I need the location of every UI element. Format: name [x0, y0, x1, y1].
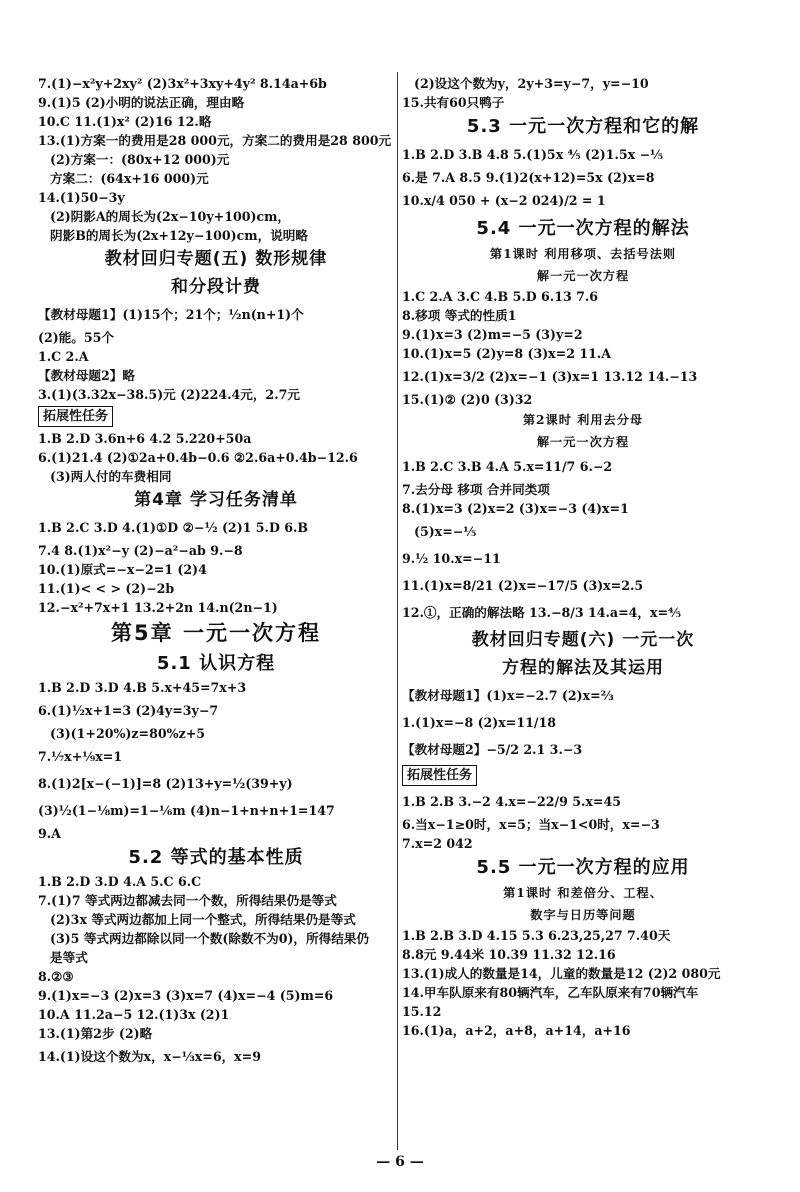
answer-line: 14.(1)设这个数为x，x−⅓x=6，x=9: [38, 1049, 261, 1064]
answer-line: 10.C 11.(1)x² (2)16 12.略: [38, 114, 212, 129]
answer-line: 9.½ 10.x=−11: [402, 551, 501, 566]
answer-line: 15.共有60只鸭子: [402, 95, 505, 110]
answer-line: 12.−x²+7x+1 13.2+2n 14.n(2n−1): [38, 600, 278, 615]
section-heading: 5.1 认识方程: [156, 653, 276, 674]
section-heading: 5.2 等式的基本性质: [128, 847, 304, 868]
left-column: [38, 74, 394, 1070]
right-column: [402, 74, 764, 1040]
answer-line: 是等式: [50, 950, 88, 965]
answer-line: 12.①，正确的解法略 13.−8/3 14.a=4，x=⅘: [402, 605, 682, 620]
answer-line: 9.A: [38, 826, 61, 841]
answer-line: 1.C 2.A 3.C 4.B 5.D 6.13 7.6: [402, 289, 599, 304]
lesson-subheading: 第2课时 利用去分母: [522, 413, 644, 427]
answer-line: (2)阴影A的周长为(2x−10y+100)cm，: [50, 209, 291, 224]
section-label-wrap: [402, 763, 764, 788]
answer-line: 16.(1)a，a+2，a+8，a+14，a+16: [402, 1023, 631, 1038]
answer-line: 1.(1)x=−8 (2)x=11/18: [402, 715, 556, 730]
answer-line: (3)(1+20%)z=80%z+5: [50, 726, 206, 741]
answer-line: 6.(1)21.4 (2)①2a+0.4b−0.6 ②2.6a+0.4b−12.6: [38, 450, 358, 465]
answer-line: (5)x=−⅕: [414, 524, 477, 539]
section-heading: 和分段计费: [171, 277, 261, 297]
answer-line: 1.B 2.D 3.D 4.A 5.C 6.C: [38, 874, 202, 889]
answer-line: (3)½(1−⅛m)=1−⅙m (4)n−1+n+n+1=147: [38, 803, 335, 818]
section-heading: 教材回归专题(六) 一元一次: [471, 630, 695, 650]
answer-line: 7.(1)7 等式两边都减去同一个数，所得结果仍是等式: [38, 893, 337, 908]
answer-line: 6.是 7.A 8.5 9.(1)2(x+12)=5x (2)x=8: [402, 170, 655, 185]
answer-line: 3.(1)(3.32x−38.5)元 (2)224.4元，2.7元: [38, 387, 300, 402]
answer-line: 6.当x−1≥0时，x=5；当x−1<0时，x=−3: [402, 817, 660, 832]
answer-line: 8.(1)2[x−(−1)]=8 (2)13+y=½(39+y): [38, 776, 293, 791]
section-heading: 第5章 一元一次方程: [111, 621, 321, 645]
answer-line: 15.(1)② (2)0 (3)32: [402, 392, 533, 407]
answer-line: 【教材母题2】−5/2 2.1 3.−3: [402, 742, 583, 757]
answer-line: 11.(1)x=8/21 (2)x=−17/5 (3)x=2.5: [402, 578, 644, 593]
answer-line: 1.B 2.D 3.B 4.8 5.(1)5x ⅘ (2)1.5x −⅕: [402, 147, 664, 162]
section-heading: 5.4 一元一次方程的解法: [476, 218, 690, 239]
answer-line: 15.12: [402, 1004, 442, 1019]
answer-line: 1.C 2.A: [38, 349, 89, 364]
answer-line: 10.(1)原式=−x−2=1 (2)4: [38, 562, 207, 577]
answer-line: 1.B 2.C 3.B 4.A 5.x=11/7 6.−2: [402, 459, 613, 474]
answer-line: 方案二：(64x+16 000)元: [50, 171, 209, 186]
answer-line: 8.②③: [38, 969, 74, 984]
lesson-subheading: 数字与日历等问题: [530, 908, 636, 922]
answer-line: (3)两人付的车费相同: [50, 469, 172, 484]
answer-line: 6.(1)½x+1=3 (2)4y=3y−7: [38, 703, 219, 718]
lesson-subheading: 解一元一次方程: [536, 435, 630, 449]
answer-line: (2)方案一：(80x+12 000)元: [50, 152, 230, 167]
answer-line: 10.x/4 050 + (x−2 024)/2 = 1: [402, 193, 606, 208]
answer-line: (2)设这个数为y，2y+3=y−7，y=−10: [414, 76, 649, 91]
column-divider: [397, 72, 398, 1150]
answer-line: 13.(1)第2步 (2)略: [38, 1026, 153, 1041]
lesson-subheading: 第1课时 利用移项、去括号法则: [489, 247, 677, 261]
answer-line: 9.(1)x=−3 (2)x=3 (3)x=7 (4)x=−4 (5)m=6: [38, 988, 334, 1003]
section-heading: 5.5 一元一次方程的应用: [476, 857, 690, 878]
answer-line: 1.B 2.C 3.D 4.(1)①D ②−½ (2)1 5.D 6.B: [38, 520, 309, 535]
answer-line: 1.B 2.B 3.D 4.15 5.3 6.23,25,27 7.40天: [402, 928, 671, 943]
answer-line: 13.(1)方案一的费用是28 000元，方案二的费用是28 800元: [38, 133, 392, 148]
answer-line: 1.B 2.D 3.6n+6 4.2 5.220+50a: [38, 431, 252, 446]
section-heading: 教材回归专题(五) 数形规律: [104, 249, 328, 269]
section-label-box: 拓展性任务: [402, 765, 477, 786]
section-heading: 5.3 一元一次方程和它的解: [466, 116, 700, 137]
answer-line: (2)3x 等式两边都加上同一个整式，所得结果仍是等式: [50, 912, 356, 927]
section-label-wrap: [38, 404, 394, 429]
lesson-subheading: 第1课时 和差倍分、工程、: [503, 886, 663, 900]
answer-line: 1.B 2.B 3.−2 4.x=−22/9 5.x=45: [402, 794, 621, 809]
answer-line: 10.A 11.2a−5 12.(1)3x (2)1: [38, 1007, 230, 1022]
answer-line: 阴影B的周长为(2x+12y−100)cm，说明略: [50, 228, 308, 243]
answer-line: 7.(1)−x²y+2xy² (2)3x²+3xy+4y² 8.14a+6b: [38, 76, 327, 91]
answer-line: 12.(1)x=3/2 (2)x=−1 (3)x=1 13.12 14.−13: [402, 369, 698, 384]
page-number: — 6 —: [376, 1154, 424, 1170]
answer-line: 7.去分母 移项 合并同类项: [402, 482, 550, 497]
answer-line: 7.4 8.(1)x²−y (2)−a²−ab 9.−8: [38, 543, 243, 558]
answer-line: 13.(1)成人的数量是14，儿童的数量是12 (2)2 080元: [402, 966, 721, 981]
answer-line: (3)5 等式两边都除以同一个数(除数不为0)，所得结果仍: [50, 931, 369, 946]
answer-line: 14.(1)50−3y: [38, 190, 125, 205]
answer-line: 8.(1)x=3 (2)x=2 (3)x=−3 (4)x=1: [402, 501, 629, 516]
answer-line: (2)能。55个: [38, 330, 114, 345]
answer-line: 1.B 2.D 3.D 4.B 5.x+45=7x+3: [38, 680, 247, 695]
answer-line: 7.x=2 042: [402, 836, 473, 851]
answer-line: 8.8元 9.44米 10.39 11.32 12.16: [402, 947, 616, 962]
lesson-subheading: 解一元一次方程: [536, 269, 630, 283]
answer-line: 【教材母题1】(1)15个；21个；½n(n+1)个: [38, 307, 304, 322]
answer-line: 【教材母题2】略: [38, 368, 135, 383]
section-heading: 第4章 学习任务清单: [134, 490, 298, 510]
answer-line: 8.移项 等式的性质1: [402, 308, 517, 323]
answer-line: 11.(1)< < > (2)−2b: [38, 581, 175, 596]
answer-line: 14.甲车队原来有80辆汽车，乙车队原来有70辆汽车: [402, 985, 699, 1000]
answer-line: 7.⅐x+⅑x=1: [38, 749, 123, 764]
answer-line: 【教材母题1】(1)x=−2.7 (2)x=⅔: [402, 688, 614, 703]
answer-line: 10.(1)x=5 (2)y=8 (3)x=2 11.A: [402, 346, 612, 361]
section-label-box: 拓展性任务: [38, 406, 113, 427]
section-heading: 方程的解法及其运用: [502, 658, 664, 678]
answer-line: 9.(1)x=3 (2)m=−5 (3)y=2: [402, 327, 583, 342]
answer-line: 9.(1)5 (2)小明的说法正确，理由略: [38, 95, 245, 110]
